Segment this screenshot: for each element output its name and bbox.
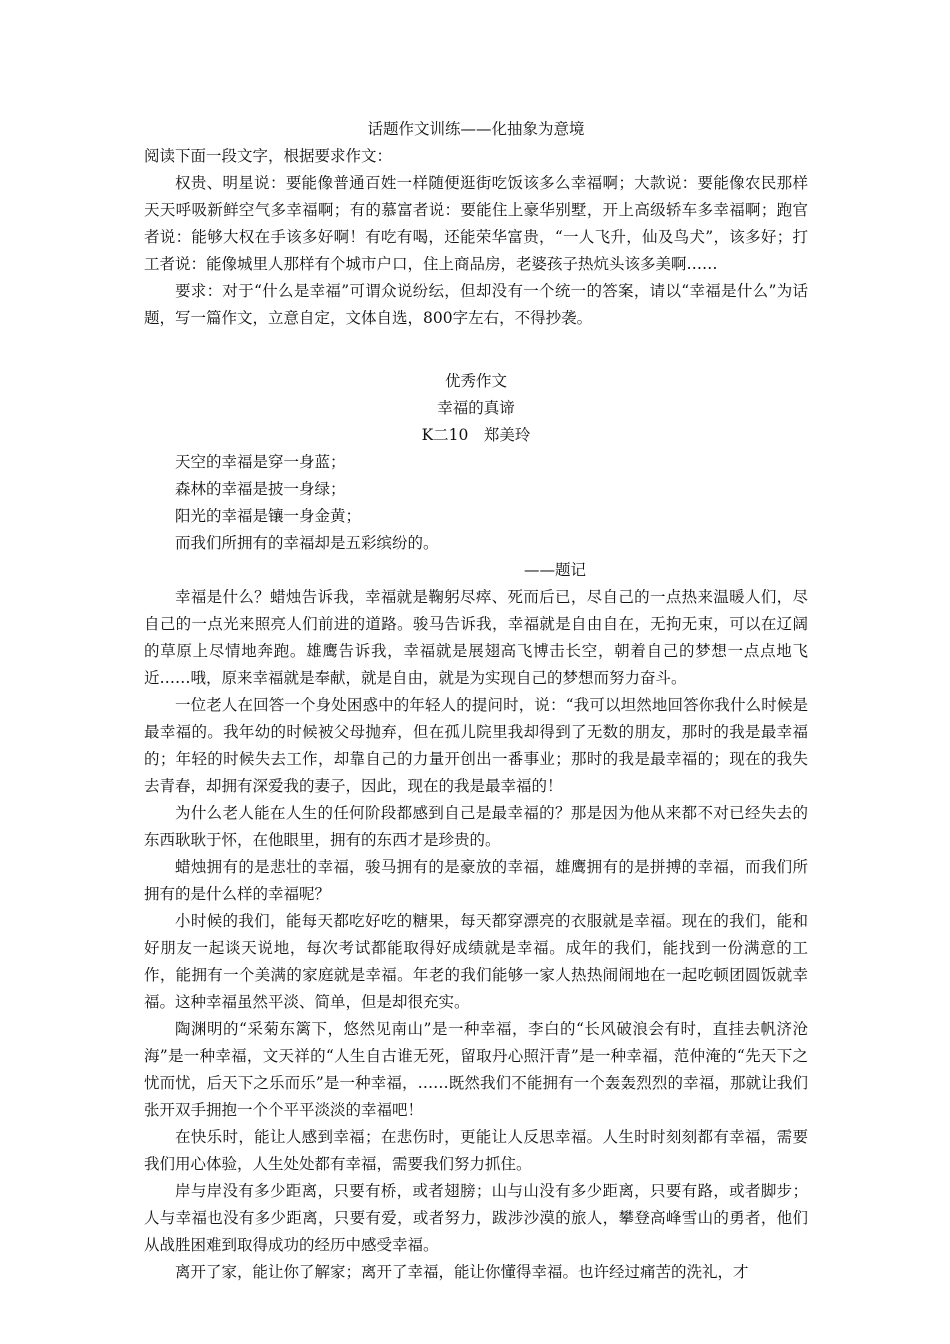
essay-paragraph: 岸与岸没有多少距离，只要有桥，或者翅膀；山与山没有多少距离，只要有路，或者脚步；人与幸福也没有多少距离，只要有爱，或者努力，跋涉沙漠的旅人，攀登高峰雪山的勇者，他们从战胜困难到取得成功的经历中感受幸福。 [144, 1182, 808, 1254]
essay-paragraph: 一位老人在回答一个身处困惑中的年轻人的提问时，说：“我可以坦然地回答你我什么时候是最幸福的。我年幼的时候被父母抛弃，但在孤儿院里我却得到了无数的朋友，那时的我是最幸福的；年轻的时候失去工作，却靠自己的力量开创出一番事业；那时的我是最幸福的；现在的我失去青春，却拥有深爱我的妻子，因此，现在的我是最幸福的！ [144, 696, 808, 795]
essay-paragraph: 蜡烛拥有的是悲壮的幸福，骏马拥有的是豪放的幸福，雄鹰拥有的是拼搏的幸福，而我们所拥有的是什么样的幸福呢？ [144, 858, 808, 903]
document-page [144, 116, 808, 1286]
essay-paragraph: 幸福是什么？蜡烛告诉我，幸福就是鞠躬尽瘁、死而后已，尽自己的一点热来温暖人们，尽自己的一点光来照亮人们前进的道路。骏马告诉我，幸福就是自由自在，无拘无束，可以在辽阔的草原上尽情地奔跑。雄鹰告诉我，幸福就是展翅高飞博击长空，朝着自己的梦想一点点地飞近……哦，原来幸福就是奉献，就是自由，就是为实现自己的梦想而努力奋斗。 [144, 588, 808, 687]
poem-line: 天空的幸福是穿一身蓝； [175, 453, 346, 471]
essay-title: 幸福的真谛 [437, 399, 515, 417]
prompt-material: 权贵、明星说：要能像普通百姓一样随便逛街吃饭该多么幸福啊；大款说：要能像农民那样天天呼吸新鲜空气多幸福啊；有的慕富者说：要能住上豪华别墅，开上高级轿车多幸福啊；跑官者说：能够大权在手该多好啊！有吃有喝，还能荣华富贵，“一人飞升，仙及鸟犬”，该多好；打工者说：能像城里人那样有个城市户口，住上商品房，老婆孩子热炕头该多美啊…… [144, 174, 808, 273]
prompt-intro: 阅读下面一段文字，根据要求作文： [144, 147, 393, 165]
section-gap [144, 332, 808, 368]
essay-paragraph: 在快乐时，能让人感到幸福；在悲伤时，更能让人反思幸福。人生时时刻刻都有幸福，需要我们用心体验，人生处处都有幸福，需要我们努力抓住。 [144, 1128, 808, 1173]
poem-line: 森林的幸福是披一身绿； [175, 480, 346, 498]
essay-section-label: 优秀作文 [444, 372, 507, 390]
essay-author: K二10 郑美玲 [421, 426, 531, 444]
poem-line: 阳光的幸福是镶一身金黄； [175, 507, 362, 525]
essay-paragraph: 离开了家，能让你了解家；离开了幸福，能让你懂得幸福。也许经过痛苦的洗礼，才 [175, 1263, 749, 1281]
essay-paragraph: 陶渊明的“采菊东篱下，悠然见南山”是一种幸福，李白的“长风破浪会有时，直挂去帆济沧海”是一种幸福，文天祥的“人生自古谁无死，留取丹心照汗青”是一种幸福，范仲淹的“先天下之忧而忧，后天下之乐而乐”是一种幸福，……既然我们不能拥有一个轰轰烈烈的幸福，那就让我们张开双手拥抱一个个平平淡淡的幸福吧！ [144, 1020, 808, 1119]
prompt-requirement: 要求：对于“什么是幸福”可谓众说纷纭，但却没有一个统一的答案，请以“幸福是什么”为话题，写一篇作文，立意自定，文体自选，800字左右，不得抄袭。 [144, 282, 808, 327]
essay-paragraph: 为什么老人能在人生的任何阶段都感到自己是最幸福的？那是因为他从来都不对已经失去的东西耿耿于怀，在他眼里，拥有的东西才是珍贵的。 [144, 804, 808, 849]
poem-line: 而我们所拥有的幸福却是五彩缤纷的。 [175, 534, 439, 552]
inscription: ——题记 [524, 561, 587, 579]
prompt-title: 话题作文训练——化抽象为意境 [367, 120, 585, 138]
essay-paragraph: 小时候的我们，能每天都吃好吃的糖果，每天都穿漂亮的衣服就是幸福。现在的我们，能和好朋友一起谈天说地，每次考试都能取得好成绩就是幸福。成年的我们，能找到一份满意的工作，能拥有一个美满的家庭就是幸福。年老的我们能够一家人热热闹闹地在一起吃顿团圆饭就幸福。这种幸福虽然平淡、简单，但是却很充实。 [144, 912, 808, 1011]
